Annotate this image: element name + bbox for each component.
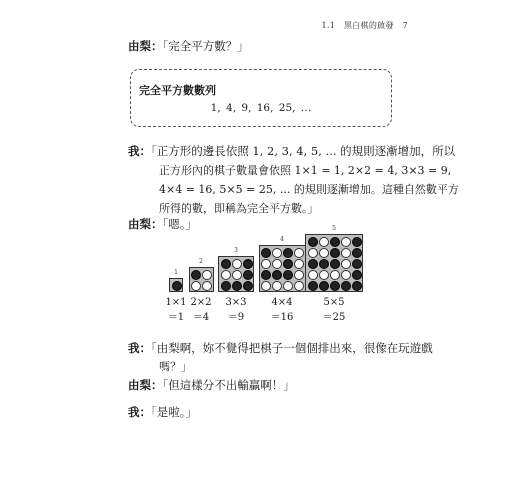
grid-caption-product: 2×2 [190,297,212,308]
black-stone [319,281,329,291]
grid-caption-result: ＝9 [227,312,245,323]
white-stone [341,237,351,247]
white-stone [232,270,242,280]
square-grid-5 [305,225,363,292]
black-stone [352,270,362,280]
dialogue-line-5 [128,376,295,395]
black-stone [352,259,362,269]
black-stone [352,248,362,258]
white-stone [202,281,212,291]
black-stone [283,248,293,258]
black-stone [330,237,340,247]
black-stone [172,281,182,291]
dialogue-line-4-cont: 嗎？」 [159,360,192,373]
definition-box [130,69,392,127]
grid-caption-result: ＝1 [167,312,185,323]
grid-size-label: 5 [332,225,336,232]
grid-caption-product: 4×4 [271,297,293,308]
black-stone [283,259,293,269]
black-stone [352,237,362,247]
white-stone [261,259,271,269]
white-stone [330,270,340,280]
speaker: 由梨： [128,217,163,231]
speaker: 我： [128,405,151,419]
black-stone [308,259,318,269]
black-stone [272,270,282,280]
dialogue-text: 「嗯。」 [162,217,197,231]
dialogue-line-2-cont-3: 所得的數，即稱為完全平方數。」 [159,202,319,215]
black-stone [352,281,362,291]
white-stone [261,281,271,291]
dialogue-line-4 [128,339,433,358]
white-stone [308,270,318,280]
black-stone [330,281,340,291]
dialogue-text: 「完全平方數？」 [162,39,249,53]
white-stone [294,270,304,280]
dialogue-text: 「是啦。」 [151,405,197,419]
grid-size-label: 4 [280,236,284,243]
black-stone [221,259,231,269]
white-stone [232,259,242,269]
stone-grid [218,256,254,292]
stone-grid [169,278,183,292]
speaker: 由梨： [128,39,163,53]
grid-size-label: 2 [199,258,203,265]
dialogue-text: 「正方形的邊長依照 1, 2, 3, 4, 5, ... 的規則逐漸增加，所以 [151,144,456,158]
stone-grid [189,267,214,292]
white-stone [294,248,304,258]
square-grid-1 [169,269,183,292]
grid-caption-product: 3×3 [225,297,247,308]
black-stone [330,248,340,258]
black-stone [319,259,329,269]
square-number-sequence: 1, 4, 9, 16, 25, … [210,102,312,114]
speaker: 由梨： [128,378,163,392]
black-stone [308,237,318,247]
grid-size-label: 3 [234,247,238,254]
grid-size-label: 1 [174,269,178,276]
speaker: 我： [128,144,151,158]
dialogue-line-6 [128,403,197,422]
black-stone [243,270,253,280]
white-stone [341,259,351,269]
white-stone [272,248,282,258]
dialogue-text: 「但這樣分不出輸贏啊！」 [162,378,295,392]
section-title: 黑白棋的啟發 [343,21,394,30]
white-stone [272,259,282,269]
square-grid-4 [259,236,306,292]
white-stone [308,248,318,258]
white-stone [294,281,304,291]
black-stone [232,281,242,291]
dialogue-line-2 [128,142,455,161]
section-number: 1.1 [321,21,336,30]
box-title: 完全平方數數列 [139,84,216,97]
black-stone [243,259,253,269]
dialogue-line-2-cont-2: 4×4 = 16, 5×5 = 25, ... 的規則逐漸增加。這種自然數平方 [159,183,459,196]
speaker: 我： [128,341,151,355]
white-stone [272,281,282,291]
black-stone [308,281,318,291]
stone-grid [305,234,363,292]
black-stone [283,270,293,280]
white-stone [341,270,351,280]
dialogue-line-2-cont-1: 正方形內的棋子數量會依照 1×1 = 1, 2×2 = 4, 3×3 = 9, [159,164,452,177]
black-stone [330,259,340,269]
black-stone [221,281,231,291]
stone-grid [259,245,306,292]
black-stone [191,270,201,280]
square-grid-3 [218,247,254,292]
grid-caption-result: ＝4 [192,312,210,323]
white-stone [341,248,351,258]
dialogue-line-3 [128,215,197,234]
square-grid-2 [189,258,214,292]
page-number: 7 [402,21,408,30]
dialogue-line-1 [128,37,249,56]
white-stone [283,281,293,291]
grid-caption-result: ＝25 [322,312,346,323]
white-stone [191,281,201,291]
dialogue-text: 「由梨啊，妳不覺得把棋子一個個排出來，很像在玩遊戲 [151,341,433,355]
black-stone [261,270,271,280]
white-stone [202,270,212,280]
black-stone [261,248,271,258]
white-stone [319,237,329,247]
white-stone [319,248,329,258]
black-stone [341,281,351,291]
black-stone [243,281,253,291]
grid-caption-product: 5×5 [323,297,345,308]
grid-caption-product: 1×1 [165,297,187,308]
running-header [315,20,408,31]
grid-caption-result: ＝16 [270,312,294,323]
white-stone [294,259,304,269]
white-stone [221,270,231,280]
white-stone [319,270,329,280]
